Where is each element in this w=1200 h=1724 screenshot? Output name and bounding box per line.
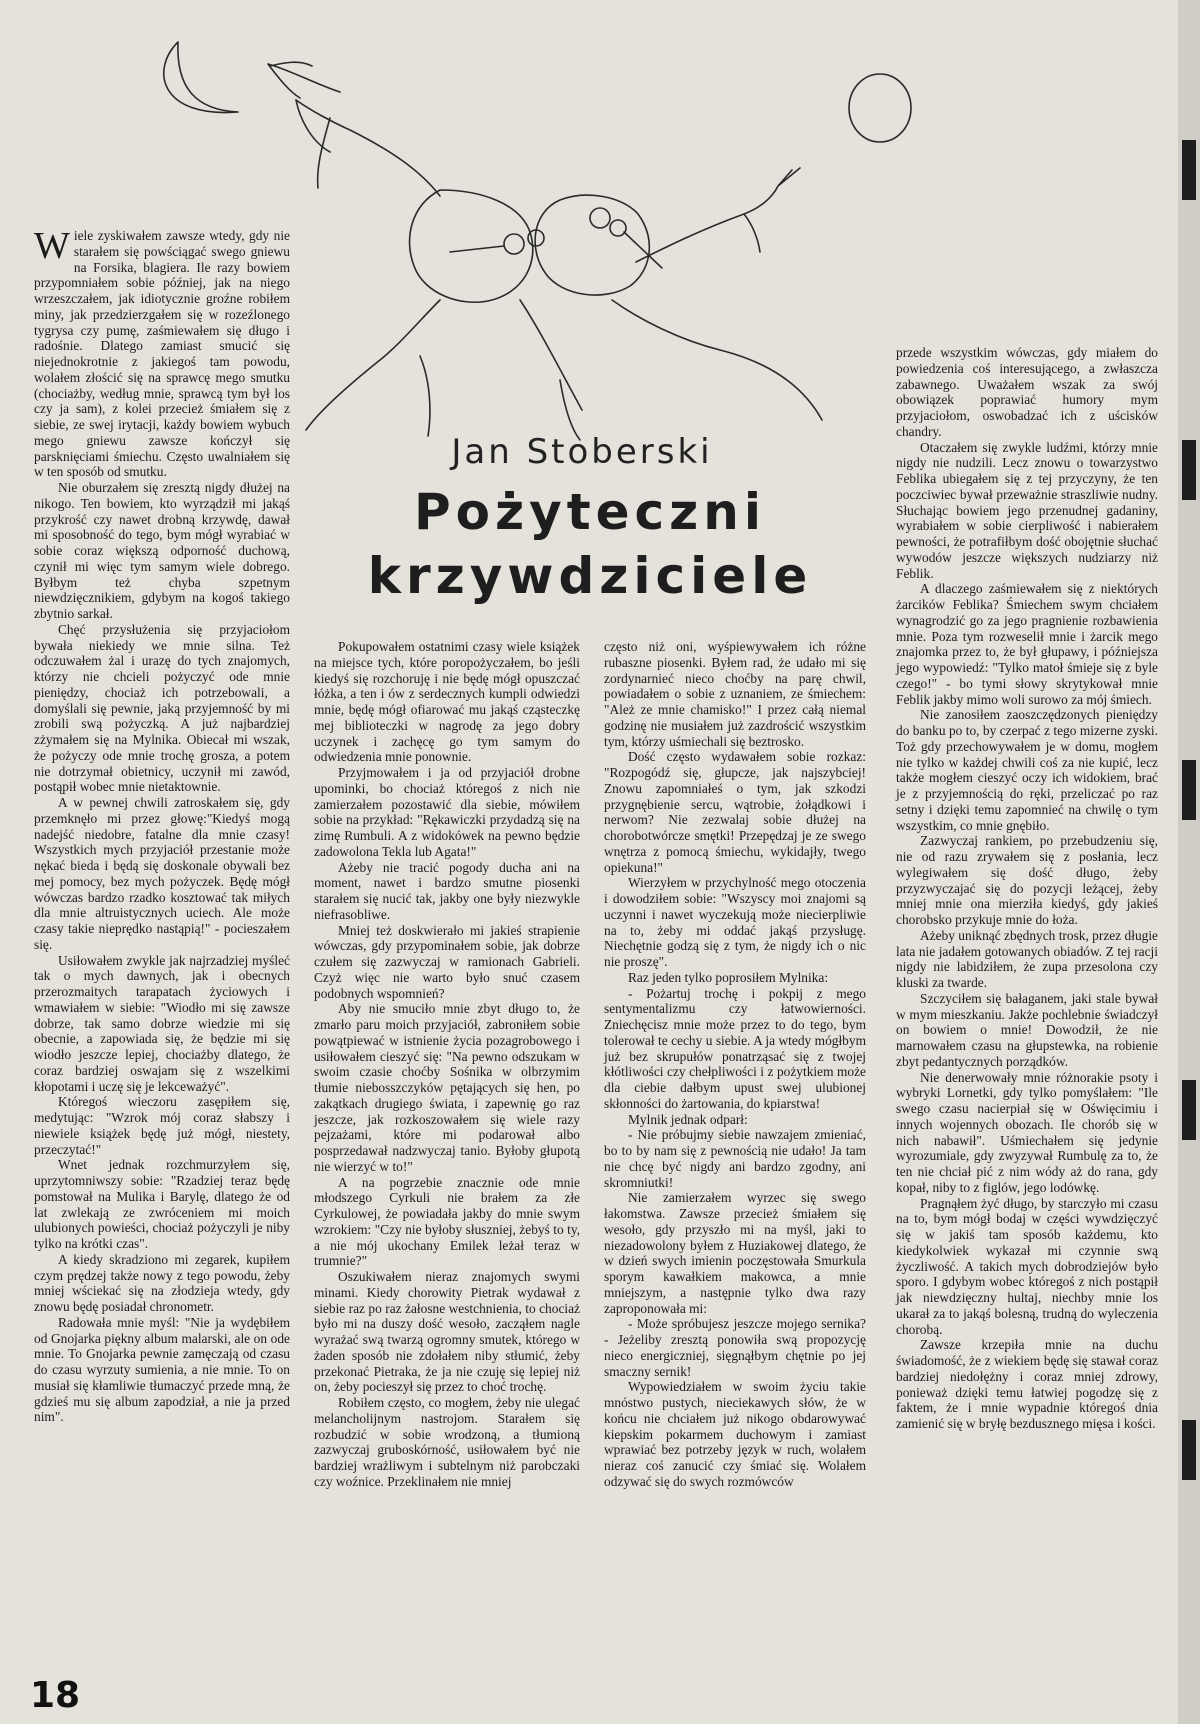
paragraph: A w pewnej chwili zatroskałem się, gdy przemknęło mi przez głowę:"Kiedyś mogą nadejść niedobre, fatalne dla mnie czasy! Wszystkich mych przyjaciół przestanie może nękać bieda i będą się doskonale obywali bez mej pomocy, bez mych pożyczek. Będę mógł wówczas bardzo rzadko kosztować tak miłych dla mnie altruistycznych uciech. Ale może czasy takie nieprędko nastąpią!" - pocieszałem się. [34, 795, 290, 952]
text-column-2 [314, 639, 580, 1679]
paragraph: Oszukiwałem nieraz znajomych swymi minami. Kiedy chorowity Pietrak wydawał z siebie raz po raz żałosne westchnienia, to chociaż było mi na duszy dość wesoło, zacząłem nagle wyrażać swą twarzą ogromny smutek, którego w żaden sposób nie zdołałem niby stłumić, żeby przekonać Pietraka, że ja nie czuję się lepiej niż on, żeby pocieszył się przez to choć trochę. [314, 1269, 580, 1395]
paragraph: Robiłem często, co mogłem, żeby nie ulegać melancholijnym nastrojom. Starałem się rozbudzić w sobie wrodzoną, a tłumioną zazwyczaj gruboskórność, usiłowałem być nie bardziej wrażliwym i subtelnym niż parobczaki czy woźnice. Przeklinałem nie mniej [314, 1395, 580, 1489]
paragraph: Chęć przysłużenia się przyjaciołom bywała niekiedy we mnie silna. Też odczuwałem żal i urazę do tych znajomych, którzy nie chcieli pożyczyć ode mnie pieniędzy, chociaż ich potrzebowali, a domyślali się pewnie, jaką przyjemność by mi zrobili swą pożyczką. A już najbardziej zżymałem się na Mylnika. Obiecał mi wszak, że pożyczy ode mnie trochę grosza, a potem nie dotrzymał obietnicy, uczynił mi zawód, postąpił wobec mnie nietaktownie. [34, 621, 290, 795]
paragraph: Nie zamierzałem wyrzec się swego łakomstwa. Zawsze przecież śmiałem się wesoło, gdy przyszło mi na myśl, jaki to niezadowolony byłem z Huziakowej dlatego, że w dzień swych imienin poczęstowała Smurkula sporym kawałkiem makowca, a mnie mniejszym, a następnie tylko dwa razy zaproponowała mi: [604, 1190, 866, 1316]
paragraph: - Pożartuj trochę i pokpij z mego sentymentalizmu czy łatwowierności. Zniechęcisz mnie może przez to do tego, bym tolerował te cechy u siebie. A ja wtedy mógłbym już bez skrupułów ponatrząsać się z twojej kłótliwości czy chełpliwości i z pożytkiem może dla ciebie dałbym upust swej ulubionej skłonności do żartowania, do kpiarstwa! [604, 985, 866, 1111]
paragraph: przede wszystkim wówczas, gdy miałem do powiedzenia coś interesującego, a zwłaszcza zabawnego. Uważałem wszak za swój obowiązek poprawiać humory mym przyjaciołom, oswobadzać ich z uścisków chandry. [896, 345, 1158, 439]
paragraph: Otaczałem się zwykle ludźmi, którzy mnie nigdy nie nudzili. Lecz znowu o towarzystwo Feblika ubiegałem się z tej przyczyny, że ten poczciwiec bywał przeważnie straszliwie nudny. Słuchając bowiem jego przenudnej gadaniny, wyrabiałem w sobie cierpliwość i nabierałem pewności, że potrafiłbym dość obojętnie słuchać wywodów jeszcze większych nudziarzy niż Feblik. [896, 439, 1158, 581]
paragraph: Wypowiedziałem w swoim życiu takie mnóstwo pustych, nieciekawych słów, że w końcu nie chciałem już nikogo obdarowywać kiepskim pokarmem duchowym i zamiast wprawiać bez potrzeby język w ruch, wolałem nieraz coś zanucić czy śmiać się. Wolałem odzywać się do swych rozmówców [604, 1379, 866, 1489]
text-column-4 [896, 345, 1158, 1685]
paragraph: Nie zanosiłem zaoszczędzonych pieniędzy do banku po to, by czerpać z tego mizerne zyski. Toż gdy przechowywałem je w domu, mogłem nie tylko w każdej chwili coś za nie kupić, lecz także mogłem cieszyć oczy ich widokiem, brać je z przyjemnością do ręki, przeliczać po raz setny i dzięki temu zapomnieć na chwilę o tym wszystkim, co mnie gnębiło. [896, 707, 1158, 833]
article-title [340, 480, 840, 608]
paragraph-text: iele zyskiwałem zawsze wtedy, gdy nie starałem się powściągać swego gniewu na Forsika, blagiera. Ile razy bowiem przypomniałem sobie później, jak na niego wrzeszczałem, jak idiotycznie groźne robiłem miny, jak przedzierzgałem się w rozeźlonego tygrysa czy pumę, zaśmiewałem się długo i radośnie. Dlatego zamiast smucić się niejednokrotnie z jakiegoś tam powodu, wolałem złościć się na sprawcę mego smutku (chociażby, według mnie, sprawcą tym był los czy ja sam), z kolei przecież śmiałem się z siebie, ze swej irytacji, każdy bowiem wybuch mego gniewu zawsze kończył się parsknięciami śmiechu. Często uwalniałem się w ten sposób od smutku. [34, 228, 290, 480]
paragraph: Zazwyczaj rankiem, po przebudzeniu się, nie od razu zrywałem się z posłania, lecz wylegiwałem się dość długo, żeby przyzwyczajać się do pozycji leżącej, żeby mniej mnie ona mierziła kiedyś, gdy jakieś chorobsko przykuje mnie do łoża. [896, 833, 1158, 927]
paragraph: Pokupowałem ostatnimi czasy wiele książek na miejsce tych, które poropożyczałem, bo jeśli kiedyś się rozchoruję i nie będę mógł opuszczać łóżka, a ten i ów z serdecznych kumpli odwiedzi mnie, będę mógł ofiarować mu jakąś cząsteczkę mej biblioteczki w nagrodę za jego dobry uczynek i zachęcę go tym samym do odwiedzenia mnie ponownie. [314, 639, 580, 765]
text-column-3 [604, 639, 866, 1679]
paragraph: A kiedy skradziono mi zegarek, kupiłem czym prędzej także nowy z tego powodu, żeby mniej wściekać się na złodzieja wtedy, gdy znowu będę posiadał chronometr. [34, 1251, 290, 1314]
paragraph: Przyjmowałem i ja od przyjaciół drobne upominki, bo chociaż któregoś z nich nie zamierzałem pozostawić dla siebie, mówiłem sobie na przykład: "Rękawiczki przydadzą się na zimę Rumbuli. A z widokówek na pewno będzie zadowolona Tekla lub Agata!" [314, 765, 580, 859]
text-column-1 [34, 225, 290, 1678]
title-line-2: krzywdziciele [367, 547, 813, 605]
paragraph: Mniej też doskwierało mi jakieś strapienie wówczas, gdy przypominałem sobie, jak dobrze czułem się zazwyczaj w ramionach Gabrieli. Czyż więc nie warto było snuć czasem podobnych wspomnień? [314, 922, 580, 1001]
paragraph: Dość często wydawałem sobie rozkaz: "Rozpogódź się, głupcze, jak najszybciej! Znowu zapomniałeś o tym, jak szkodzi przygnębienie sercu, wątrobie, żołądkowi i nerwom? Nie zezwalaj sobie dłużej na chorobotwórcze smętki! Przepędzaj je ze swego wnętrza z pomocą śmiechu, wykidajły, twego opiekuna!" [604, 749, 866, 875]
crescent-moon-icon [164, 42, 238, 113]
paragraph: Ażeby nie tracić pogody ducha ani na moment, nawet i bardzo smutne piosenki starałem się nucić tak, jakby one były niezwykle niefrasobliwe. [314, 859, 580, 922]
paragraph: Raz jeden tylko poprosiłem Mylnika: [628, 969, 829, 985]
drop-cap: W [34, 225, 70, 267]
paragraph: - Nie próbujmy siebie nawzajem zmieniać, bo to by nam się z pewnością nie udało! Ja tam nie chcę być nigdy ani bardzo zgodny, ani skromniutki! [604, 1127, 866, 1190]
edge-tab [1182, 1080, 1196, 1140]
paragraph: A na pogrzebie znacznie ode mnie młodszego Cyrkuli nie brałem za złe Cyrkulowej, że powiadała jakby do mnie swym wzrokiem: "Czy nie byłoby słuszniej, żebyś to ty, a nie mój ukochany Emilek leżał teraz w trumnie?" [314, 1174, 580, 1269]
paragraph: - Może spróbujesz jeszcze mojego sernika? - Jeżeliby zresztą ponowiła swą propozycję nieco energiczniej, sięgnąłbym chętnie po jej smaczny sernik! [604, 1316, 866, 1379]
paragraph: Któregoś wieczoru zasępiłem się, medytując: "Wzrok mój coraz słabszy i niewiele książek będę już mógł, niestety, przeczytać!" [34, 1094, 290, 1157]
paragraph: Nie oburzałem się zresztą nigdy dłużej na nikogo. Ten bowiem, kto wyrządził mi jakąś przykrość czy nawet drobną krzywdę, dawał mi sposobność do tego, bym mógł wyrabiać w sobie coraz większą odporność duchową, czynił mi więc tym samym wiele dobrego. Byłbym też chyba szpetnym niewdzięcznikiem, gdybym na kogoś takiego zbytnio sarkał. [34, 480, 290, 621]
title-line-1: Pożyteczni [414, 483, 766, 541]
paragraph: Radowała mnie myśl: "Nie ja wydębiłem od Gnojarka piękny album malarski, ale on ode mnie. To Gnojarka pewnie zamęczają od czasu do czasu wyrzuty sumienia, a nie mnie. To on musiał się kłamliwie tłumaczyć przede mną, że gdzieś mu się album zapodział, a nie ja przed nim". [34, 1314, 290, 1425]
paragraph: Mylnik jednak odparł: [628, 1111, 748, 1127]
paragraph: często niż oni, wyśpiewywałem ich różne rubaszne piosenki. Byłem rad, że udało mi się zordynarnieć nieco choćby na parę chwil, powiadałem o sobie z uznaniem, ze śmiechem: "Ależ ze mnie chamisko!" I przez całą niemal godzinę nie musiałem już zazdrościć wszystkim tym, którzy uśmiechali się beztrosko. [604, 639, 866, 749]
paragraph: Szczyciłem się bałaganem, jaki stale bywał w mym mieszkaniu. Jakże pochlebnie świadczył on bowiem o mnie! Dowodził, że nie marnowałem czasu na głupstewka, na robienie zbyt pedantycznych porządków. [896, 990, 1158, 1069]
author-name: Jan Stoberski [451, 432, 713, 472]
paragraph: A dlaczego zaśmiewałem się z niektórych żarcików Feblika? Śmiechem swym chciałem wynagrodzić go za jego pragnienie rozbawienia mnie. Poza tym rozweselił mnie i żarcik mego znajomka przez to, że był głupawy, i późniejsza jego wypowiedź: "Tylko matoł śmieje się z byle czego!" - bo tymi słowy skrytykował mnie Feblik jakby mimo woli surowo za mój śmiech. [896, 581, 1158, 707]
paragraph: Usiłowałem zwykle jak najrzadziej myśleć tak o mych dawnych, jak i obecnych przerozmaitych tarapatach życiowych i wmawiałem w siebie: "Wiodło mi się zawsze dobrze, tak samo dobrze wiedzie mi się obecnie, a zapowiada się, że będzie mi się wiodło jeszcze lepiej, chociażby dlatego, że coraz bardziej oswajam się z wszelkimi kłopotami i uczę się je lekceważyć". [34, 952, 290, 1094]
circle-moon-icon [849, 74, 911, 142]
paragraph: Ażeby uniknąć zbędnych trosk, przez długie lata nie jadałem gotowanych obiadów. Z tej racji nigdy nie labidziłem, że zupa przesolona czy kluski za twarde. [896, 927, 1158, 990]
edge-tab [1182, 760, 1196, 820]
edge-tab [1182, 1420, 1196, 1480]
page-number: 18 [30, 1675, 81, 1716]
paragraph: Zawsze krzepiła mnie na duchu świadomość, że z wiekiem będę się stawał coraz bardziej niedołężny i coraz mniej zdrowy, ponieważ dzięki temu łatwiej pogodzę się z faktem, że i mnie wypadnie któregoś dnia zamienić się w bryłę bezdusznego mięsa i kości. [896, 1337, 1158, 1431]
paragraph: Wnet jednak rozchmurzyłem się, uprzytomniwszy sobie: "Rzadziej teraz będę pomstował na Mulika i Barylę, dlatego że od lat zwlekają ze zwróceniem mi moich ulubionych powieści, chociaż pożyczyli je niby tylko na krótki czas". [34, 1157, 290, 1251]
paragraph: Wierzyłem w przychylność mego otoczenia i dowodziłem sobie: "Wszyscy moi znajomi są uczynni i nawet wyczekują może niecierpliwie na to, żeby mi oddać jakąś przysługę. Niechętnie godzą się z tym, że nigdy ich o nic nie proszę". [604, 875, 866, 969]
paragraph [34, 225, 290, 480]
paragraph: Pragnąłem żyć długo, by starczyło mi czasu na to, bym mógł bodaj w części wywdzięczyć się w jakiś tam sposób każdemu, kto kiedykolwiek wykazał mi czynnie swą życzliwość. A takich mych dobrodziejów było sporo. I gdybym wobec któregoś z nich postąpił jak niewdzięczny hultaj, niechby mnie los ukarał za to jakąś bolesną, trudną do wyleczenia chorobą. [896, 1195, 1158, 1337]
paragraph: Nie denerwowały mnie różnorakie psoty i wybryki Lornetki, gdy tylko pomyślałem: "Ile swego czasu nacierpiał się w Oświęcimiu i innych wojennych obozach. Ile chorób się w nich nabawił". Uśmiechałem się jedynie wyrozumiale, gdy zwyzywał Rumbulę za to, że ten nie chciał pić z nim wódy aż do rana, gdy kopał, niby to z figlów, jego lodówkę. [896, 1069, 1158, 1195]
paragraph: Aby nie smuciło mnie zbyt długo to, że zmarło paru moich przyjaciół, zabroniłem sobie powątpiewać w istnienie życia pozagrobowego i usiłowałem cieszyć się: "Na pewno odszukam w swoim czasie choćby Sośnika w olbrzymim tłumie niebosszczyków pętających się hen, po zakątkach drugiego świata, i zapewnię go raz jeszcze, jak rozkoszowałem się wiele razy pejzażami, które mi podarował albo posprzedawał nadzwyczaj tanio. Byłoby głupotą nie wierzyć w to!" [314, 1001, 580, 1174]
two-embracing-figures-icon [268, 62, 822, 440]
